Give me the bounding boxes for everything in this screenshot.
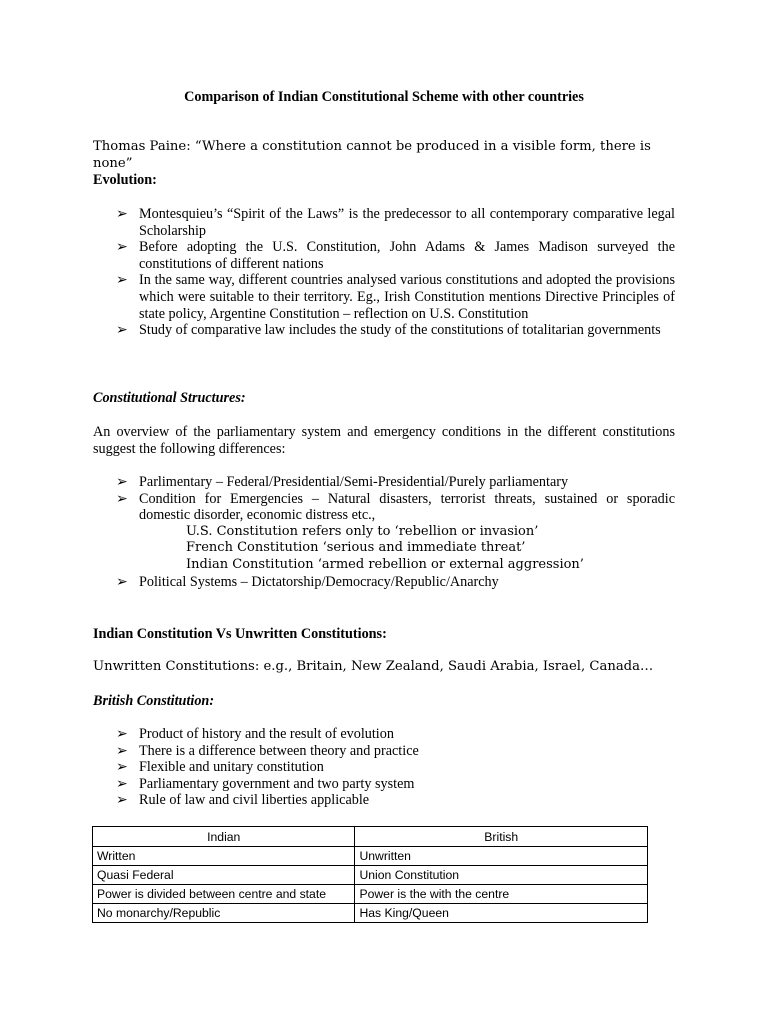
list-item: ➢ Parliamentary government and two party system bbox=[116, 775, 415, 792]
unwritten-text: Unwritten Constitutions: e.g., Britain, New Zealand, Saudi Arabia, Israel, Canada… bbox=[93, 659, 654, 674]
structures-heading: Constitutional Structures: bbox=[93, 390, 246, 406]
unwritten-heading: Indian Constitution Vs Unwritten Constitutions: bbox=[93, 626, 387, 642]
evolution-list bbox=[93, 206, 675, 339]
structures-list bbox=[93, 474, 675, 590]
list-item: ➢ Flexible and unitary constitution bbox=[116, 759, 324, 776]
column-header-indian: Indian bbox=[93, 827, 355, 847]
table-header-row bbox=[93, 827, 648, 847]
list-item: ➢ Before adopting the U.S. Constitution, John Adams & James Madison surveyed the constitutions of different nations bbox=[116, 239, 675, 272]
list-item: ➢ Montesquieu’s “Spirit of the Laws” is the predecessor to all contemporary comparative legal Scholarship bbox=[116, 206, 675, 239]
table-cell: No monarchy/Republic bbox=[93, 904, 355, 923]
british-heading: British Constitution: bbox=[93, 693, 215, 709]
list-item: ➢ Study of comparative law includes the study of the constitutions of totalitarian governments bbox=[116, 322, 661, 339]
column-header-british: British bbox=[355, 827, 648, 847]
arrow-bullet-icon: ➢ bbox=[116, 272, 128, 289]
arrow-bullet-icon: ➢ bbox=[116, 726, 128, 742]
list-item: ➢ Parlimentary – Federal/Presidential/Semi-Presidential/Purely parliamentary bbox=[116, 474, 569, 490]
table-row bbox=[93, 866, 648, 885]
table-cell: Power is divided between centre and state bbox=[93, 885, 355, 904]
list-item: ➢ Rule of law and civil liberties applicable bbox=[116, 792, 370, 809]
arrow-bullet-icon: ➢ bbox=[116, 490, 128, 507]
list-item: ➢ Product of history and the result of evolution bbox=[116, 726, 394, 742]
british-list bbox=[93, 726, 675, 809]
list-item: ➢ There is a difference between theory and practice bbox=[116, 742, 419, 759]
table-cell: Power is the with the centre bbox=[355, 885, 648, 904]
table-row bbox=[93, 885, 648, 904]
table-cell: Union Constitution bbox=[355, 866, 648, 885]
comparison-table bbox=[92, 826, 648, 923]
evolution-heading: Evolution: bbox=[93, 172, 157, 188]
list-item: ➢ In the same way, different countries analysed various constitutions and adopted the provisions which were suitable to their territory. Eg., Irish Constitution mentions Directive Principles of state policy, Argentine Constitution – reflection on U.S. Constitution bbox=[116, 272, 675, 322]
sub-item-list bbox=[93, 524, 675, 574]
paine-quote: Thomas Paine: “Where a constitution cannot be produced in a visible form, there is none” bbox=[93, 139, 651, 171]
table-row bbox=[93, 847, 648, 866]
arrow-bullet-icon: ➢ bbox=[116, 322, 128, 339]
table-cell: Quasi Federal bbox=[93, 866, 355, 885]
arrow-bullet-icon: ➢ bbox=[116, 474, 128, 490]
list-item: ➢ Condition for Emergencies – Natural disasters, terrorist threats, sustained or sporadic domestic disorder, economic distress etc., bbox=[116, 490, 675, 524]
arrow-bullet-icon: ➢ bbox=[116, 792, 128, 809]
structures-intro: An overview of the parliamentary system and emergency conditions in the different constitutions suggest the following differences: bbox=[93, 424, 675, 457]
table-cell: Has King/Queen bbox=[355, 904, 648, 923]
sub-item: French Constitution ‘serious and immediate threat’ bbox=[186, 540, 526, 556]
list-item: ➢ Political Systems – Dictatorship/Democracy/Republic/Anarchy bbox=[116, 573, 499, 590]
sub-item: Indian Constitution ‘armed rebellion or external aggression’ bbox=[186, 556, 584, 572]
arrow-bullet-icon: ➢ bbox=[116, 206, 128, 222]
table-row bbox=[93, 904, 648, 923]
table-cell: Written bbox=[93, 847, 355, 866]
page-title: Comparison of Indian Constitutional Scheme with other countries bbox=[184, 89, 584, 105]
arrow-bullet-icon: ➢ bbox=[116, 742, 128, 759]
sub-item: U.S. Constitution refers only to ‘rebellion or invasion’ bbox=[186, 523, 539, 539]
arrow-bullet-icon: ➢ bbox=[116, 239, 128, 256]
arrow-bullet-icon: ➢ bbox=[116, 775, 128, 792]
table-cell: Unwritten bbox=[355, 847, 648, 866]
arrow-bullet-icon: ➢ bbox=[116, 573, 128, 590]
arrow-bullet-icon: ➢ bbox=[116, 759, 128, 776]
